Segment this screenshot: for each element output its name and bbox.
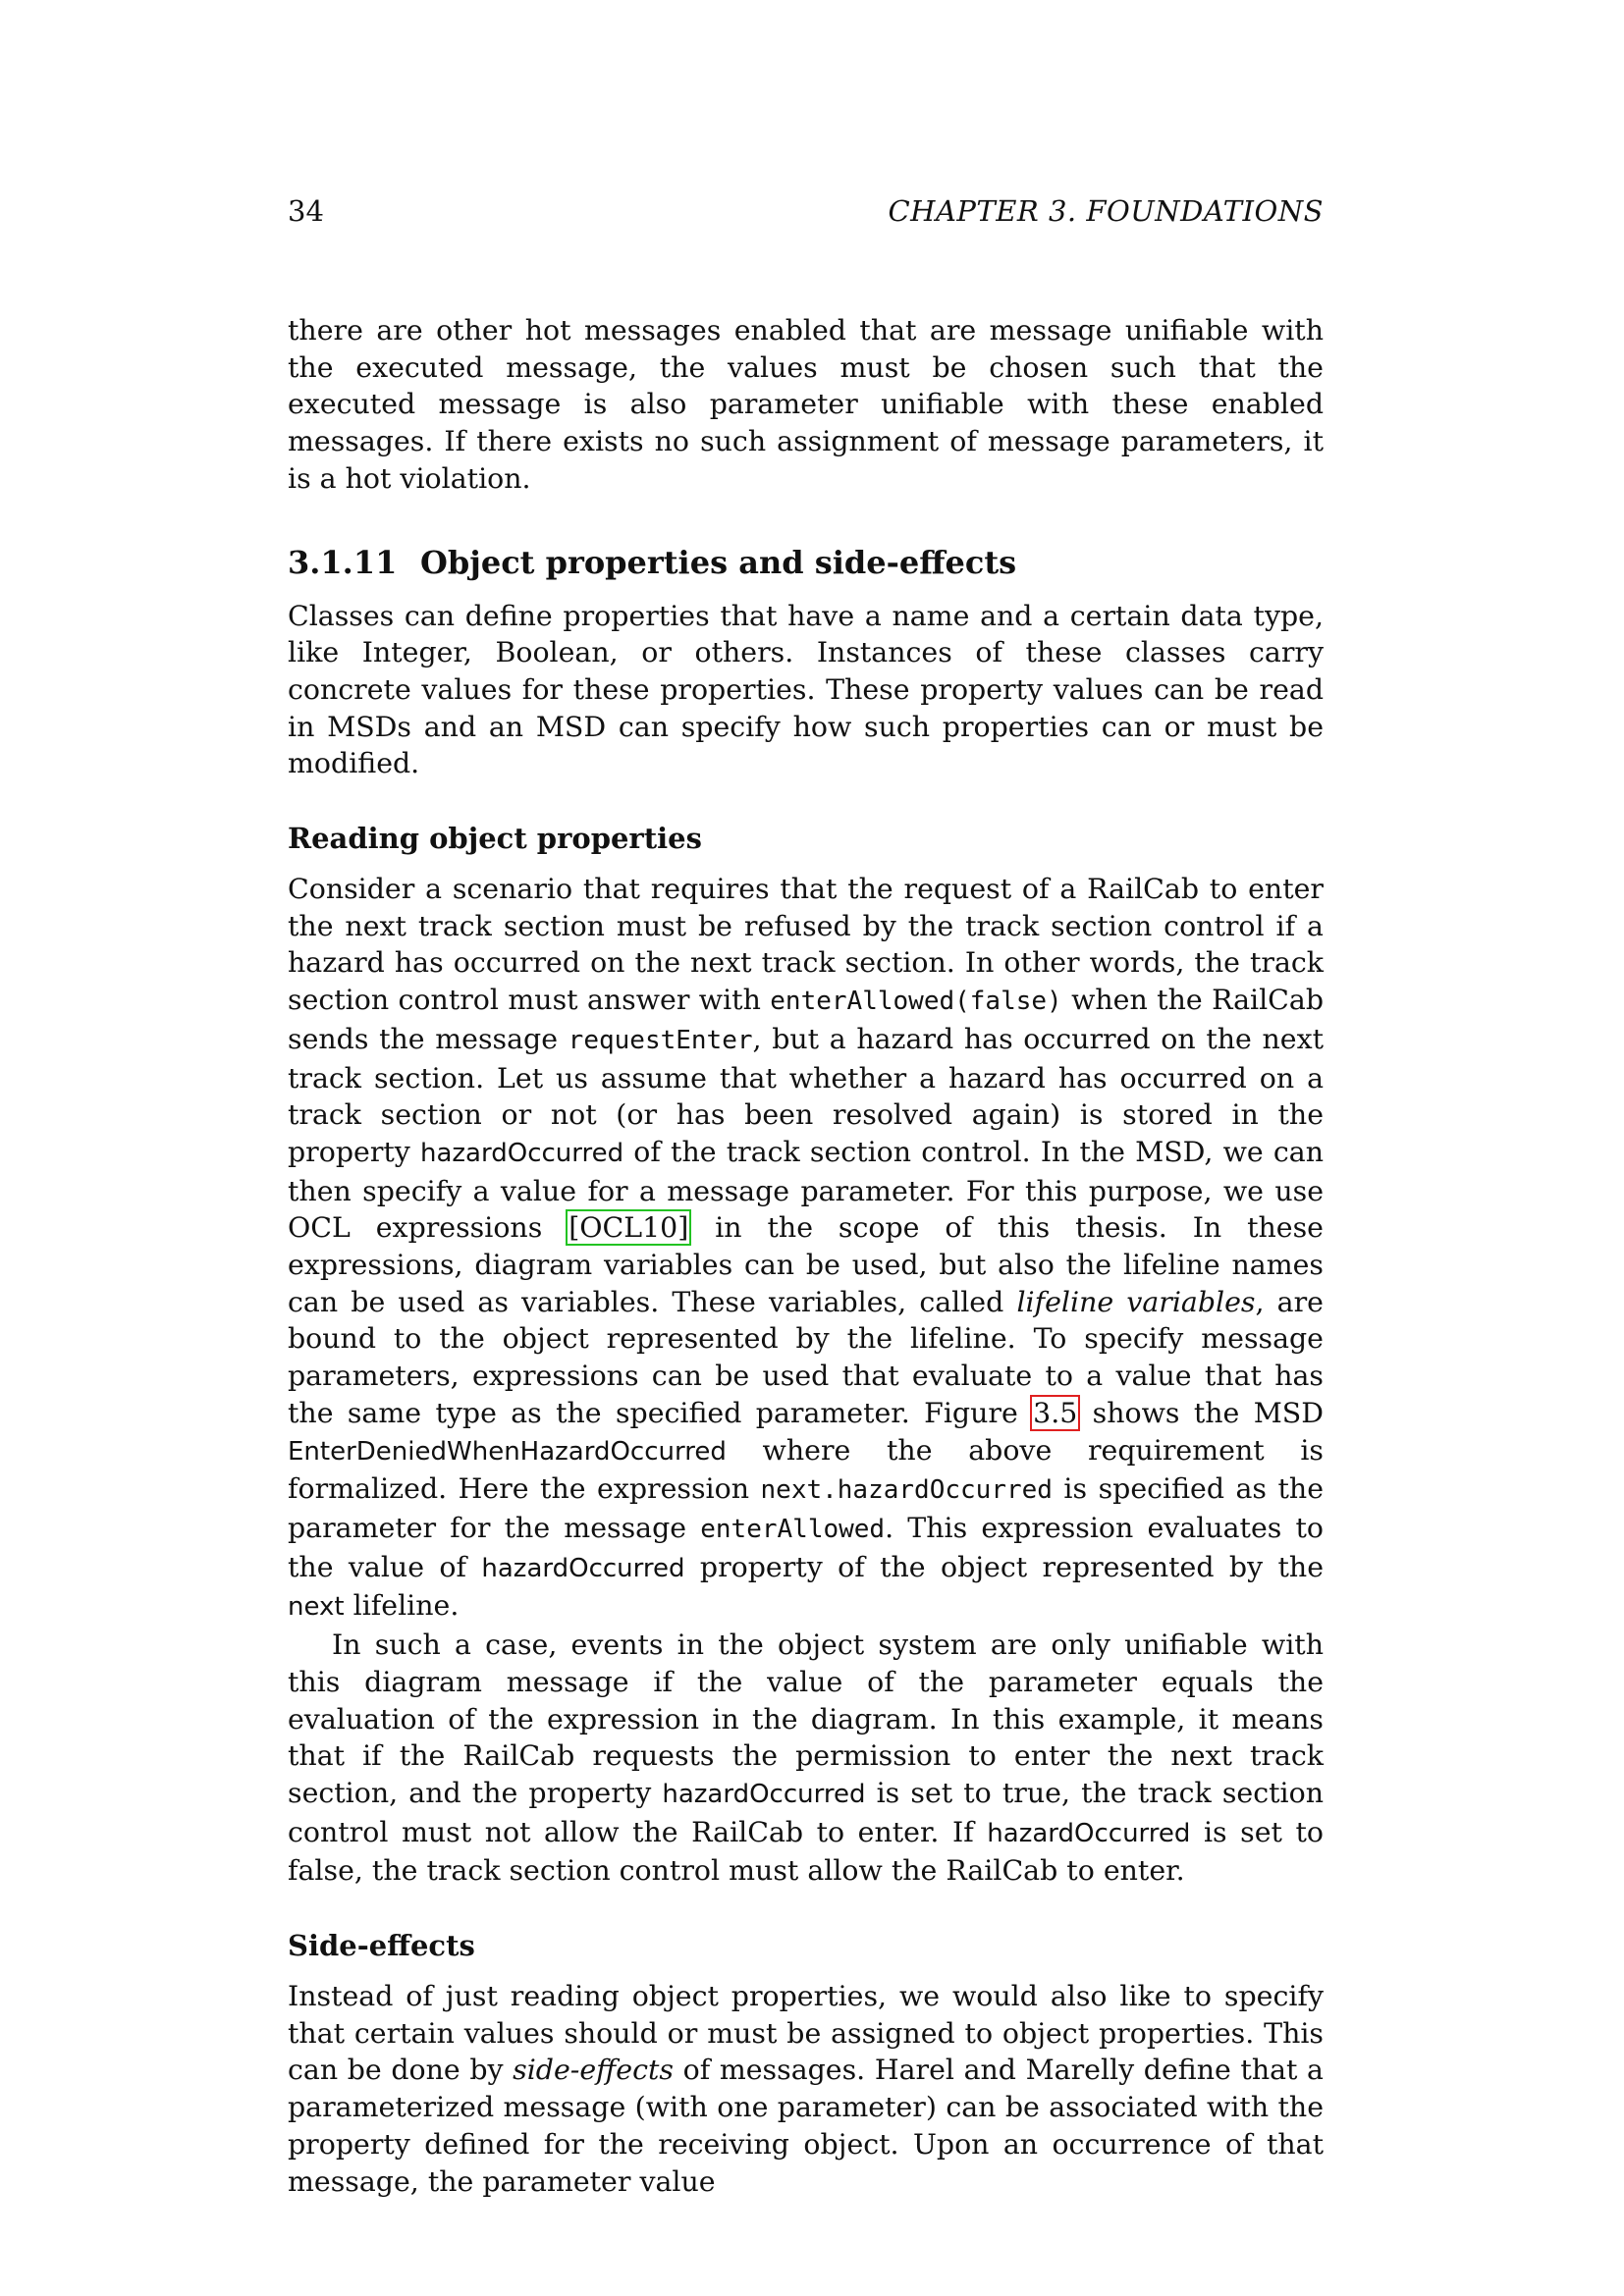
property-hazard-occurred: hazardOccurred bbox=[987, 1818, 1191, 1848]
code-request-enter: requestEnter bbox=[568, 1025, 753, 1055]
body-text bbox=[288, 312, 1324, 2200]
property-hazard-occurred: hazardOccurred bbox=[662, 1779, 866, 1809]
reading-paragraph-2: In such a case, events in the object system are only unifiable with this diagram message if the value of the parameter equals the evaluation of the expression in the diagram. In this example, it means that if the RailCab requests the permission to enter the next track section, and the property hazardOccurred is set to true, the track section control must not allow the RailCab to enter. If hazardOccurred is set to false, the track section control must allow the RailCab to enter. bbox=[288, 1629, 1324, 1888]
term-side-effects: side-effects bbox=[513, 2054, 674, 2087]
subsection-heading-side-effects: Side-effects bbox=[288, 1929, 475, 1963]
term-lifeline-variables: lifeline variables bbox=[1016, 1285, 1256, 1318]
property-hazard-occurred: hazardOccurred bbox=[481, 1553, 685, 1583]
page-number: 34 bbox=[288, 194, 324, 228]
lifeline-next: next bbox=[288, 1592, 345, 1623]
chapter-title: CHAPTER 3. FOUNDATIONS bbox=[888, 194, 1324, 228]
figure-link-3-5[interactable]: 3.5 bbox=[1033, 1396, 1078, 1429]
section-heading bbox=[288, 543, 1324, 582]
section-number: 3.1.11 bbox=[288, 543, 398, 581]
property-hazard-occurred: hazardOccurred bbox=[420, 1138, 624, 1168]
reading-paragraph-1: Consider a scenario that requires that the request of a RailCab to enter the next track section must be refused by the track section control if a hazard has occurred on the next track section. In other words, the track section control must answer with enterAllowed(false) when the RailCab sends the message requestEnter, but a hazard has occurred on the next track section. Let us assume that whether a hazard has occurred on a track section or not (or has been resolved again) is stored in the property hazardOccurred of the track section control. In the MSD, we can then specify a value for a message parameter. For this purpose, we use OCL expressions [OCL10] in the scope of this thesis. In these expressions, diagram variables can be used, but also the lifeline names can be used as variables. These variables, called lifeline variables, are bound to the object represented by the lifeline. To specify message parameters, expressions can be used that evaluate to a value that has the same type as the specified parameter. Figure 3.5 shows the MSD EnterDeniedWhenHazardOccurred where the above requirement is formalized. Here the expression next.hazardOccurred is specified as the parameter for the message enterAllowed. This expression evaluates to the value of hazardOccurred property of the object represented by the next lifeline. bbox=[288, 873, 1325, 1623]
running-header bbox=[288, 194, 1324, 234]
section-title: Object properties and side-effects bbox=[420, 543, 1017, 581]
code-enter-allowed: enterAllowed bbox=[700, 1514, 886, 1544]
subsection-heading-reading: Reading object properties bbox=[288, 822, 702, 856]
citation-link-ocl10[interactable]: [OCL10] bbox=[568, 1211, 689, 1245]
intro-paragraph: there are other hot messages enabled that are message unifiable with the executed message, the values must be chosen such that the executed message is also parameter unifiable with these enabled messages. If there exists no such assignment of message parameters, it is a hot violation. bbox=[288, 314, 1324, 495]
code-next-hazard-occurred: next.hazardOccurred bbox=[760, 1475, 1053, 1506]
msd-name: EnterDeniedWhenHazardOccurred bbox=[288, 1436, 727, 1467]
code-enter-allowed-false: enterAllowed(false) bbox=[770, 987, 1062, 1017]
section-paragraph: Classes can define properties that have a name and a certain data type, like Integer, Boolean, or others. Instances of these classes carry concrete values for these properties. These property values can be read in MSDs and an MSD can specify how such properties can or must be modified. bbox=[288, 599, 1324, 780]
side-effects-paragraph: Instead of just reading object properties, we would also like to specify that certain values should or must be assigned to object properties. This can be done by side-effects of messages. Harel and Marelly define that a parameterized message (with one parameter) can be associated with the property defined for the receiving object. Upon an occurrence of that message, the parameter value bbox=[288, 1980, 1324, 2198]
